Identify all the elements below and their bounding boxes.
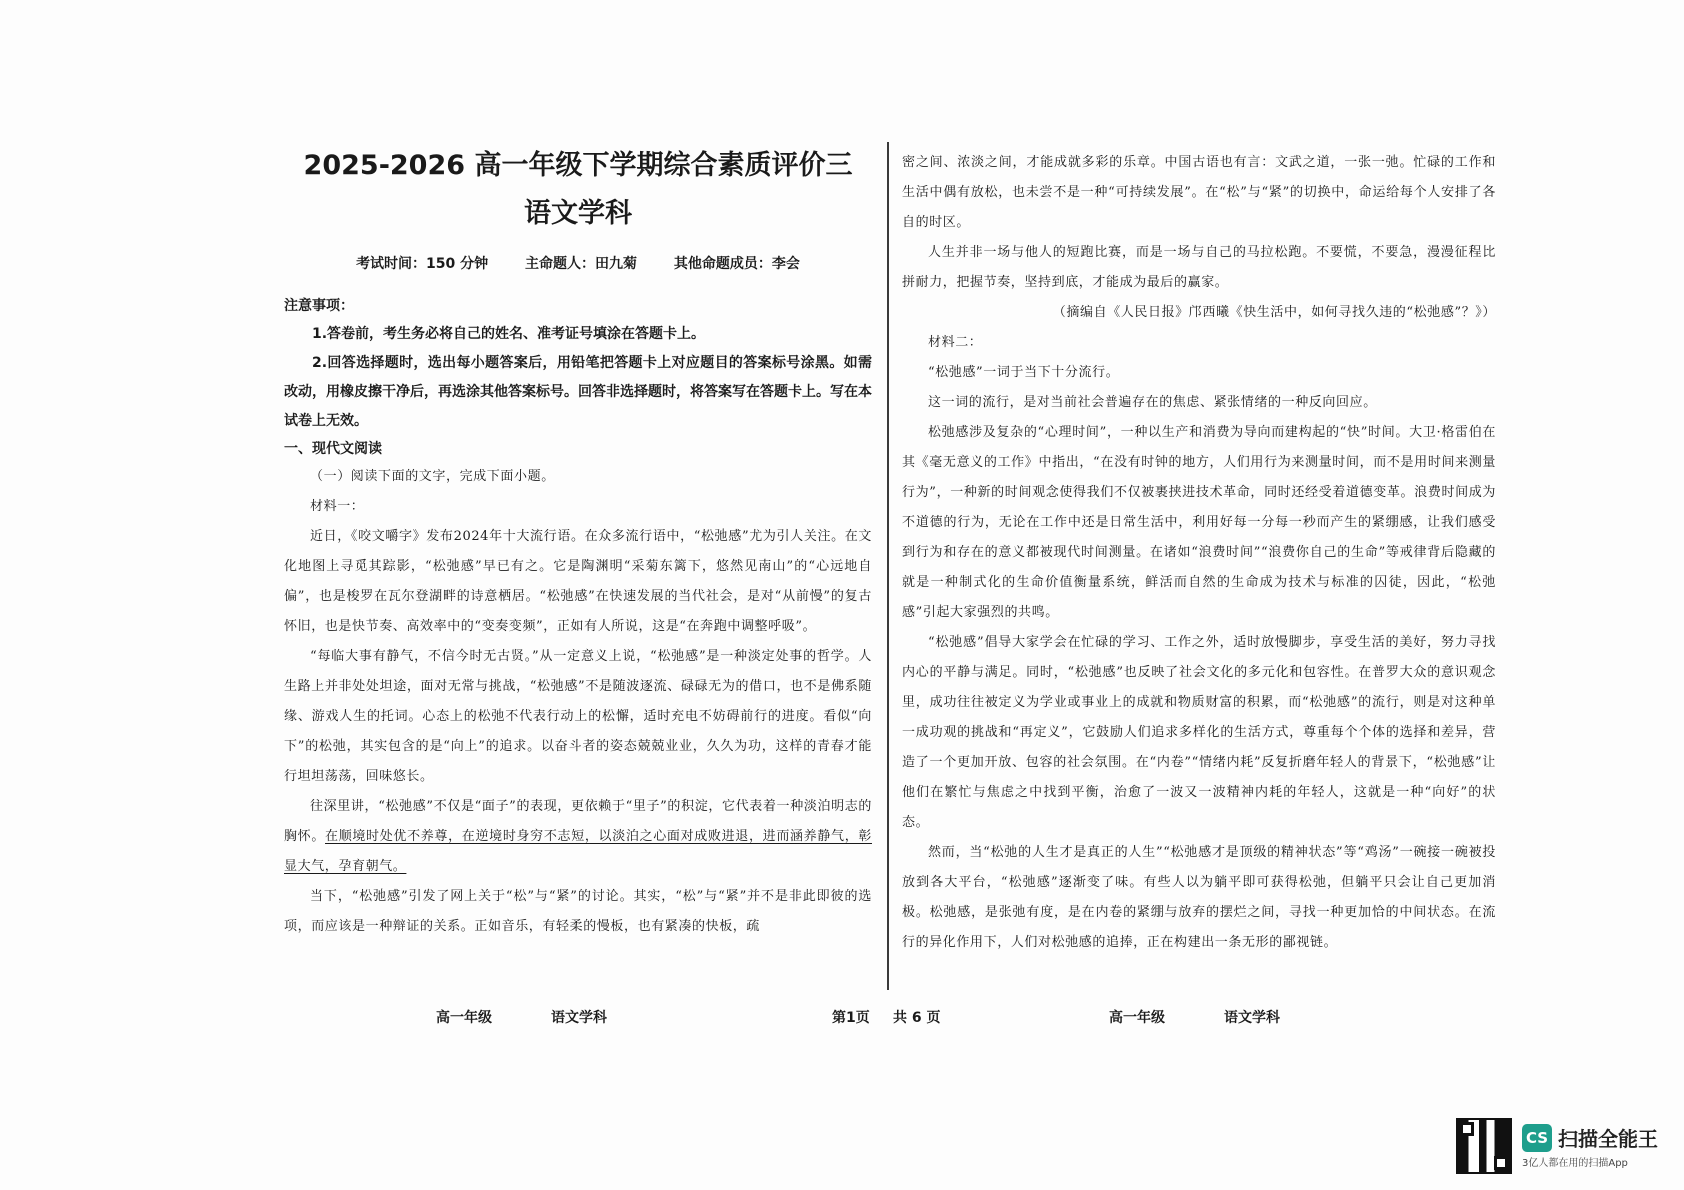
right-column	[902, 148, 1496, 958]
exam-title: 2025-2026 高一年级下学期综合素质评价三	[303, 150, 853, 181]
continuation-paragraph: 密之间、浓淡之间，才能成就多彩的乐章。中国古语也有言：文武之道，一张一弛。忙碌的工作和生活中偶有放松，也未尝不是一种“可持续发展”。在“松”与“紧”的切换中，命运给每个人安排了各自的时区。	[902, 155, 1496, 230]
right-paragraph: 人生并非一场与他人的短跑比赛，而是一场与自己的马拉松跑。不要慌，不要急，漫漫征程比拼耐力，把握节奏，坚持到底，才能成为最后的赢家。	[902, 245, 1496, 290]
exam-time: 考试时间：150 分钟	[356, 256, 489, 272]
material1-paragraph: 近日，《咬文嚼字》发布2024年十大流行语。在众多流行语中，“松弛感”尤为引人关注。在文化地图上寻觅其踪影，“松弛感”早已有之。它是陶渊明“采菊东篱下，悠然见南山”的“心远地自偏”，也是梭罗在瓦尔登湖畔的诗意栖居。“松弛感”在快速发展的当代社会，是对“从前慢”的复古怀旧，也是快节奏、高效率中的“变奏变频”，正如有人所说，这是“在奔跑中调整呼吸”。	[284, 529, 872, 634]
material2-paragraph: “松弛感”倡导大家学会在忙碌的学习、工作之外，适时放慢脚步，享受生活的美好，努力寻找内心的平静与满足。同时，“松弛感”也反映了社会文化的多元化和包容性。在普罗大众的意识观念里，成功往往被定义为学业或事业上的成就和物质财富的积累，而“松弛感”的流行，则是对这种单一成功观的挑战和“再定义”，它鼓励人们追求多样化的生活方式，尊重每个个体的选择和差异，营造了一个更加开放、包容的社会氛围。在“内卷”“情绪内耗”反复折磨年轻人的背景下，“松弛感”让他们在繁忙与焦虑之中找到平衡，治愈了一波又一波精神内耗的年轻人，这就是一种“向好”的状态。	[902, 635, 1496, 830]
other-authors: 其他命题成员：李会	[673, 256, 800, 272]
subject-title: 语文学科	[524, 198, 632, 229]
material2-paragraph: “松弛感”一词于当下十分流行。	[928, 365, 1120, 380]
material2-paragraph: 然而，当“松弛的人生才是真正的人生”“松弛感才是顶级的精神状态”等“鸡汤”一碗接一碗被投放到各大平台，“松弛感”逐渐变了味。有些人以为躺平即可获得松弛，但躺平只会让自己更加消极。松弛感，是张弛有度，是在内卷的紧绷与放弃的摆烂之间，寻找一种更加恰的中间状态。在流行的异化作用下，人们对松弛感的追捧，正在构建出一条无形的鄙视链。	[902, 845, 1496, 950]
qr-code-icon	[1456, 1118, 1512, 1174]
app-name: 扫描全能王	[1558, 1127, 1658, 1151]
footer-right-grade: 高一年级	[1109, 1010, 1165, 1026]
source-citation: （摘编自《人民日报》邝西曦《快生活中，如何寻找久违的“松弛感”？》）	[1052, 305, 1496, 320]
sub-heading: （一）阅读下面的文字，完成下面小题。	[310, 469, 555, 484]
material2-label: 材料二：	[928, 335, 983, 350]
footer-total: 共 6 页	[893, 1010, 941, 1026]
left-column	[284, 140, 872, 942]
material1-paragraph: “每临大事有静气，不信今时无古贤。”从一定意义上说，“松弛感”是一种淡定处事的哲学。人生路上并非处处坦途，面对无常与挑战，“松弛感”不是随波逐流、碌碌无为的借口，也不是佛系随缘、游戏人生的托词。心态上的松弛不代表行动上的松懈，适时充电不妨碍前行的进度。看似“向下”的松弛，其实包含的是“向上”的追求。以奋斗者的姿态兢兢业业，久久为功，这样的青春才能行坦坦荡荡，回味悠长。	[284, 649, 872, 784]
chief-author: 主命题人：田九菊	[525, 256, 638, 272]
footer-left-subject: 语文学科	[551, 1010, 607, 1026]
column-divider	[887, 142, 889, 990]
material1-paragraph: 当下，“松弛感”引发了网上关于“松”与“紧”的讨论。其实，“松”与“紧”并不是非此即彼的选项，而应该是一种辩证的关系。正如音乐，有轻柔的慢板，也有紧凑的快板，疏	[284, 889, 872, 934]
app-badge	[1522, 1123, 1658, 1169]
footer-left-grade: 高一年级	[436, 1010, 492, 1026]
note-item: 2.回答选择题时，选出每小题答案后，用铅笔把答题卡上对应题目的答案标号涂黑。如需改动，用橡皮擦干净后，再选涂其他答案标号。回答非选择题时，将答案写在答题卡上。写在本试卷上无效。	[284, 355, 872, 429]
scanner-watermark	[1456, 1118, 1658, 1174]
material2-paragraph: 松弛感涉及复杂的“心理时间”，一种以生产和消费为导向而建构起的“快”时间。大卫·格雷伯在其《毫无意义的工作》中指出，“在没有时钟的地方，人们用行为来测量时间，而不是用时间来测量行为”，一种新的时间观念使得我们不仅被裹挟进技术革命，同时还经受着道德变革。浪费时间成为不道德的行为，无论在工作中还是日常生活中，利用好每一分每一秒而产生的紧绷感，让我们感受到行为和存在的意义都被现代时间测量。在诸如“浪费时间”“浪费你自己的生命”等戒律背后隐藏的就是一种制式化的生命价值衡量系统，鲜活而自然的生命成为技术与标准的囚徒，因此，“松弛感”引起大家强烈的共鸣。	[902, 425, 1496, 620]
underlined-sentence: 在顺境时处优不养尊，在逆境时身穷不志短，以淡泊之心面对成败进退，进而涵养静气，彰显大气，孕育朝气。	[284, 829, 872, 874]
exam-info	[284, 254, 872, 274]
section-heading: 一、现代文阅读	[284, 441, 382, 457]
app-badge-row	[1522, 1123, 1658, 1152]
material1-label: 材料一：	[310, 499, 365, 514]
material1-paragraph-lead: 往深里讲，“松弛感”不仅是“面子”的表现，更依赖于“里子”的积淀，它代表着一种淡泊明志的胸怀。	[284, 799, 872, 844]
material1-paragraph-with-underline	[284, 792, 872, 882]
footer-page: 第1页	[832, 1010, 870, 1026]
material2-paragraph: 这一词的流行，是对当前社会普遍存在的焦虑、紧张情绪的一种反向回应。	[928, 395, 1377, 410]
footer-right-subject: 语文学科	[1224, 1010, 1280, 1026]
note-item: 1.答卷前，考生务必将自己的姓名、准考证号填涂在答题卡上。	[312, 326, 706, 342]
app-tagline: 3亿人都在用的扫描App	[1522, 1158, 1628, 1169]
notes-heading: 注意事项：	[284, 298, 354, 314]
camscanner-logo-icon: CS	[1522, 1124, 1552, 1152]
